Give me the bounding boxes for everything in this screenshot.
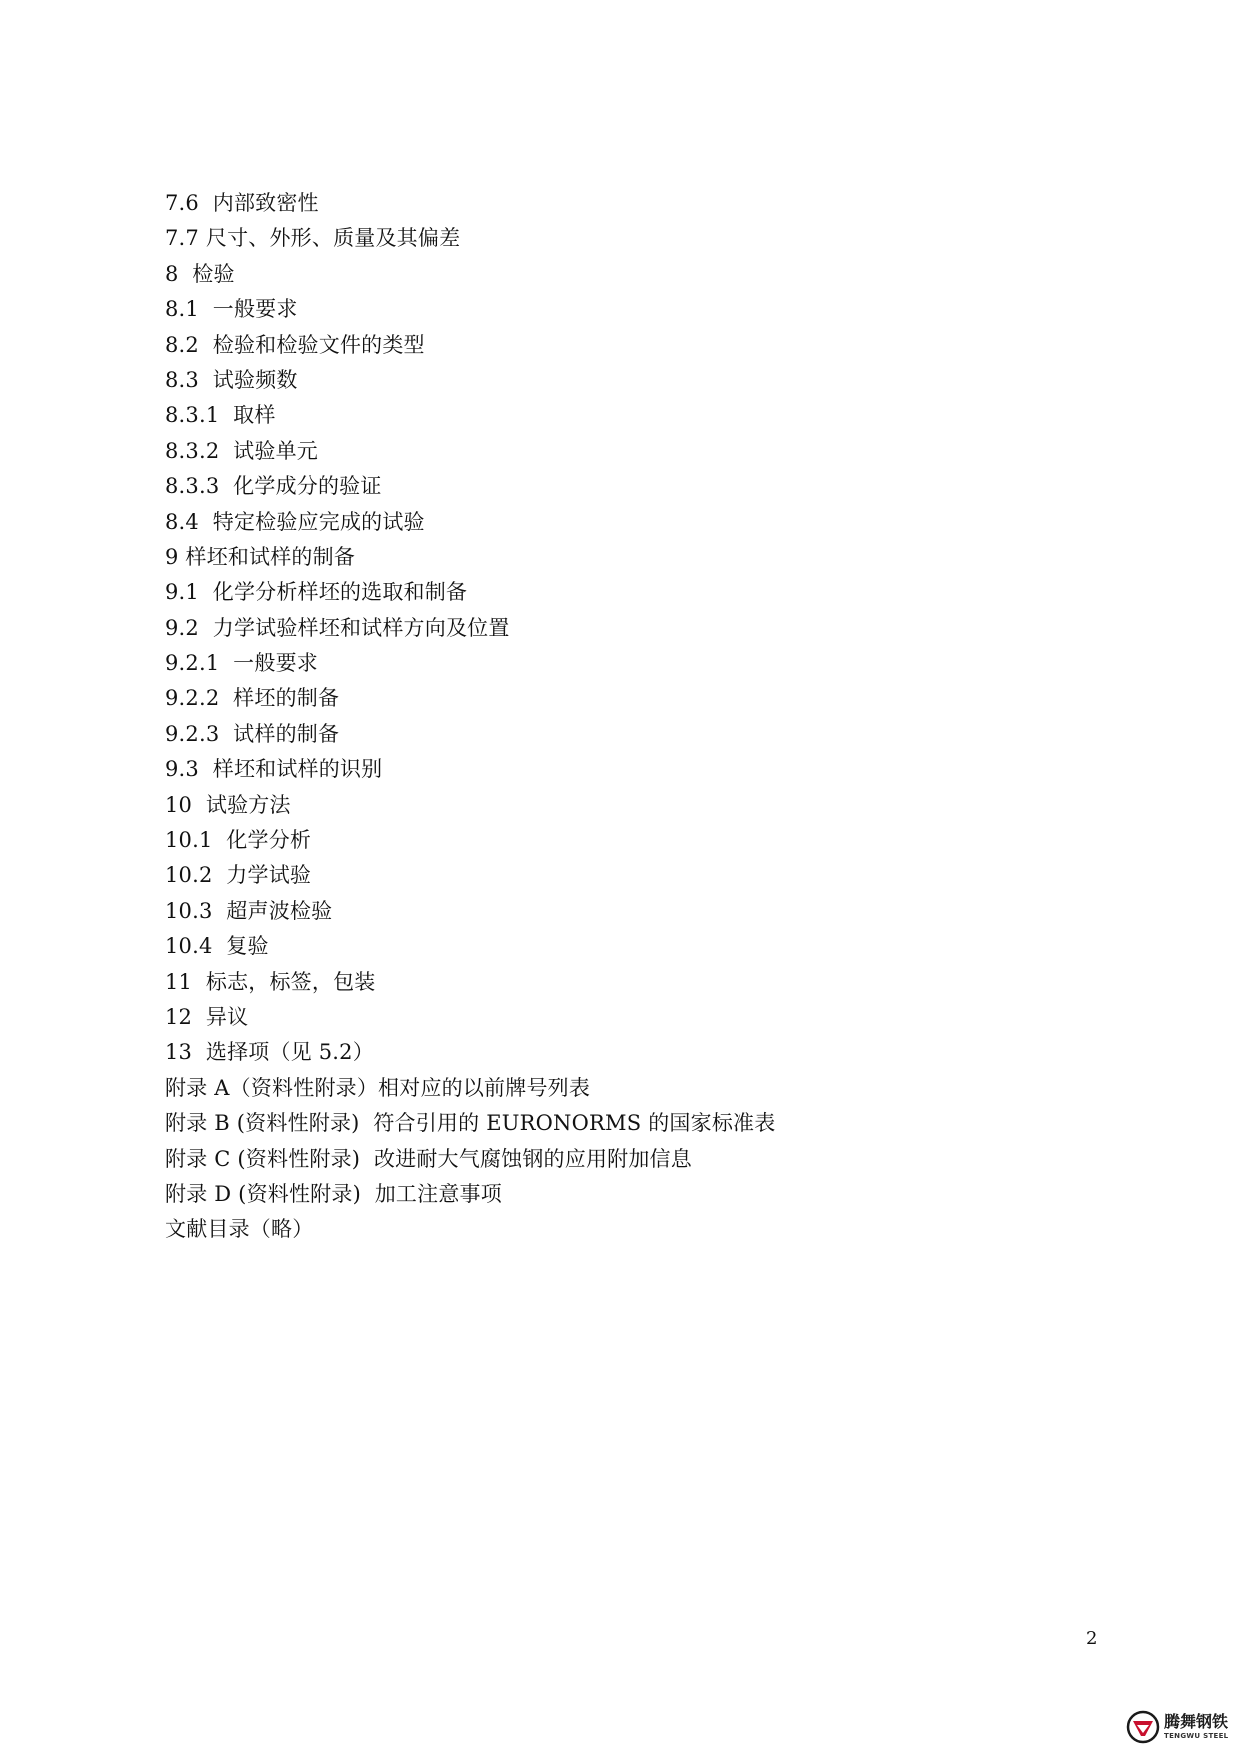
brand-logo xyxy=(1126,1708,1236,1746)
toc-item: 10.3 超声波检验 xyxy=(165,898,333,923)
toc-item: 10.4 复验 xyxy=(165,934,269,959)
page-number: 2 xyxy=(1086,1628,1098,1649)
tengwu-logo-icon xyxy=(1126,1710,1160,1744)
toc-item: 文献目录（略） xyxy=(165,1217,314,1242)
toc-item: 8.1 一般要求 xyxy=(165,297,298,322)
toc-item: 12 异议 xyxy=(165,1004,249,1029)
toc-item: 11 标志，标签，包装 xyxy=(165,969,376,994)
toc-item: 8 检验 xyxy=(165,261,235,286)
toc-item: 附录 A（资料性附录）相对应的以前牌号列表 xyxy=(165,1075,591,1100)
toc-item: 9.1 化学分析样坯的选取和制备 xyxy=(165,580,468,605)
toc-item: 13 选择项（见 5.2） xyxy=(165,1040,374,1065)
toc-item: 9.2 力学试验样坯和试样方向及位置 xyxy=(165,615,510,640)
toc-item: 9.2.1 一般要求 xyxy=(165,651,318,676)
toc-item: 9 样坯和试样的制备 xyxy=(165,544,356,569)
toc-item: 8.3 试验频数 xyxy=(165,367,298,392)
toc-item: 附录 D (资料性附录) 加工注意事项 xyxy=(165,1181,502,1206)
toc-item: 附录 C (资料性附录) 改进耐大气腐蚀钢的应用附加信息 xyxy=(165,1146,692,1171)
toc-item: 8.2 检验和检验文件的类型 xyxy=(165,332,425,357)
toc-item: 9.2.3 试样的制备 xyxy=(165,721,340,746)
toc-item: 10.2 力学试验 xyxy=(165,863,312,888)
toc-item: 7.7 尺寸、外形、质量及其偏差 xyxy=(165,226,461,251)
toc-item: 8.4 特定检验应完成的试验 xyxy=(165,509,425,534)
toc-item: 10 试验方法 xyxy=(165,792,291,817)
toc-item: 8.3.1 取样 xyxy=(165,403,276,428)
toc-item: 7.6 内部致密性 xyxy=(165,191,319,215)
toc-item: 10.1 化学分析 xyxy=(165,828,312,853)
toc-item: 附录 B (资料性附录) 符合引用的 EURONORMS 的国家标准表 xyxy=(165,1111,776,1136)
toc-item: 8.3.2 试验单元 xyxy=(165,438,318,463)
table-of-contents xyxy=(165,186,775,1248)
logo-text-chinese: 腾舞钢铁 xyxy=(1164,1712,1229,1731)
toc-item: 9.3 样坯和试样的识别 xyxy=(165,757,383,782)
toc-item: 9.2.2 样坯的制备 xyxy=(165,686,340,711)
toc-item: 8.3.3 化学成分的验证 xyxy=(165,474,382,499)
logo-text-english: TENGWU STEEL xyxy=(1164,1732,1229,1740)
